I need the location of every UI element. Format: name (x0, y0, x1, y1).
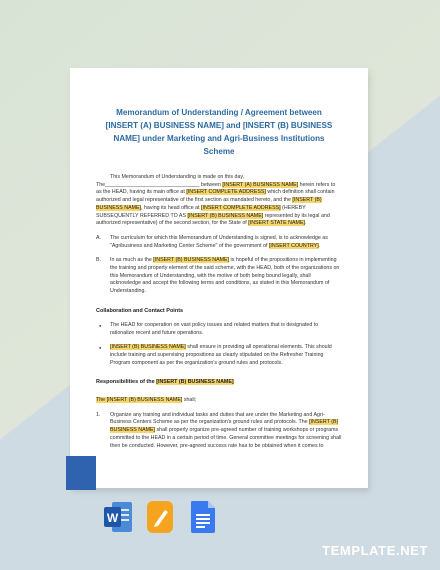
placeholder-country: [INSERT COUNTRY] (268, 242, 319, 249)
placeholder-business-b: [INSERT (B) BUSINESS NAME] (96, 197, 322, 211)
word-icon[interactable] (104, 500, 132, 534)
placeholder-business-b: The [INSERT (B) BUSINESS NAME] (96, 397, 183, 404)
placeholder-business-b: [INSERT (B) BUSINESS NAME] (153, 257, 230, 264)
section-heading-collaboration: Collaboration and Contact Points (96, 307, 184, 314)
intro-paragraph: This Memorandum of Understanding is made on this day, The________________________________ between [INSERT (A) BUSINESS NAME] herein refers to as the HEAD, having its main office at [INSERT COMPLETE ADDRESS] which definition shall contain authorized and legal representative of the first section as mandated hereto, and the [INSERT (B) BUSINESS NAME], having its head office at [INSERT COMPLETE ADDRESS] (HEREBY SUBSEQUENTLY REFERRED TO AS [INSERT (B) BUSINESS NAME] represented by its legal and authorized representative) of the second section, for the State of [INSERT STATE NAME]. (96, 174, 336, 227)
paragraph-a: A. The curriculum for which this Memorandum of Understanding is signed, is to acknowledge as "Agribusiness and Marketing Center Scheme" of the government of [INSERT COUNTRY]. (96, 234, 328, 249)
document-title: Memorandum of Understanding / Agreement between [INSERT (A) BUSINESS NAME] and [INSERT (B) BUSINESS NAME] under Marketing and Agri-Business Institutions Scheme (105, 108, 333, 156)
brand-logo: TEMPLATE.NET (322, 543, 428, 558)
responsibilities-lead: The [INSERT (B) BUSINESS NAME] shall; (96, 397, 197, 404)
paragraph-b: B. In as much as the [INSERT (B) BUSINESS NAME] is hopeful of the propositions in implementing the training and property element of the said scheme, with the HEAD, both of the organizations on this Memorandum of Understanding, with the motive of both being bound legally, shall acknowledge and accept the following terms and conditions, as stated in this Memorandum of Understanding. (96, 257, 340, 295)
section-heading-responsibilities: Responsibilities of the [INSERT (B) BUSINESS NAME] (96, 379, 234, 386)
placeholder-state: [INSERT STATE NAME] (248, 220, 305, 227)
bullet-item: ● [INSERT (B) BUSINESS NAME] shall ensure in providing all operational elements. This should include training and supervising propositions as clearly stipulated on the Refresher Training Program component as per the organization's ground rules and protocols. (96, 344, 342, 367)
document-page (70, 68, 368, 488)
placeholder-address: [INSERT COMPLETE ADDRESS] (201, 204, 281, 211)
placeholder-business-b: [INSERT (B) BUSINESS NAME] (187, 212, 264, 219)
svg-text:W: W (106, 511, 119, 525)
placeholder-business-a: [INSERT (A) BUSINESS NAME] (222, 181, 299, 188)
placeholder-address: [INSERT COMPLETE ADDRESS] (186, 189, 266, 196)
google-docs-icon[interactable] (190, 500, 216, 534)
accent-square (66, 456, 96, 490)
placeholder-business-b: [INSERT (B) BUSINESS NAME] (156, 379, 234, 386)
pages-icon[interactable] (146, 500, 174, 534)
bullet-item: ● The HEAD for cooperation on vast policy issues and related matters that is designated to rationalize recent and future operations. (96, 322, 342, 337)
numbered-item: 1. Organize any training and individual tasks and duties that are under the Marketing and Agri-Business Centers Scheme as per the organization's ground rules and protocols. The [INSERT (B) BUSINESS NAME] shall properly organize pre-agreed number of training workshops or programs committed to the HEAD in a certain period of time. General committee meetings for screening shall then be conducted. However, pre-agreed success rate has to be obtained when it comes to (96, 411, 342, 449)
placeholder-business-b: [INSERT (B) BUSINESS NAME] (110, 344, 186, 351)
placeholder-business-b: [INSERT (B) BUSINESS NAME] (110, 419, 339, 434)
